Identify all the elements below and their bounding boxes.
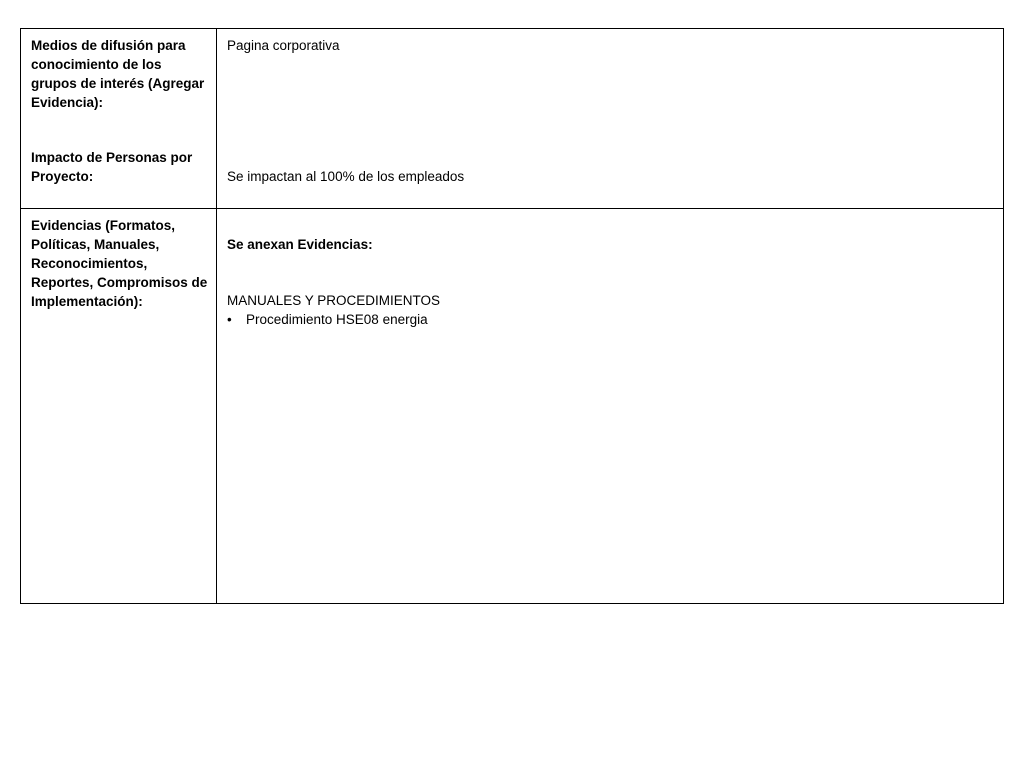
list-item-label: Procedimiento HSE08 energia — [246, 312, 428, 327]
impacto-personas-label: Impacto de Personas por Proyecto: — [31, 150, 193, 184]
cell-evidencias-label — [21, 209, 217, 604]
medios-difusion-label: Medios de difusión para conocimiento de los grupos de interés (Agregar Evidencia): — [31, 38, 205, 110]
bullet-icon: • — [227, 312, 232, 327]
manuales-procedimientos-heading: MANUALES Y PROCEDIMIENTOS — [227, 293, 441, 308]
list-item — [227, 310, 993, 329]
table-row-evidencias — [21, 209, 1004, 604]
cell-difusion-labels — [21, 29, 217, 209]
impacto-personas-value: Se impactan al 100% de los empleados — [227, 169, 465, 184]
medios-difusion-value: Pagina corporativa — [227, 38, 340, 53]
evidence-table — [20, 28, 1004, 604]
evidencias-label: Evidencias (Formatos, Políticas, Manuales, Reconocimientos, Reportes, Compromisos de Implementación): — [31, 218, 208, 309]
cell-difusion-values — [217, 29, 1004, 209]
cell-evidencias-values — [217, 209, 1004, 604]
evidencias-bullet-list — [227, 310, 993, 329]
table-row-difusion — [21, 29, 1004, 209]
anexan-evidencias-heading: Se anexan Evidencias: — [227, 237, 373, 252]
